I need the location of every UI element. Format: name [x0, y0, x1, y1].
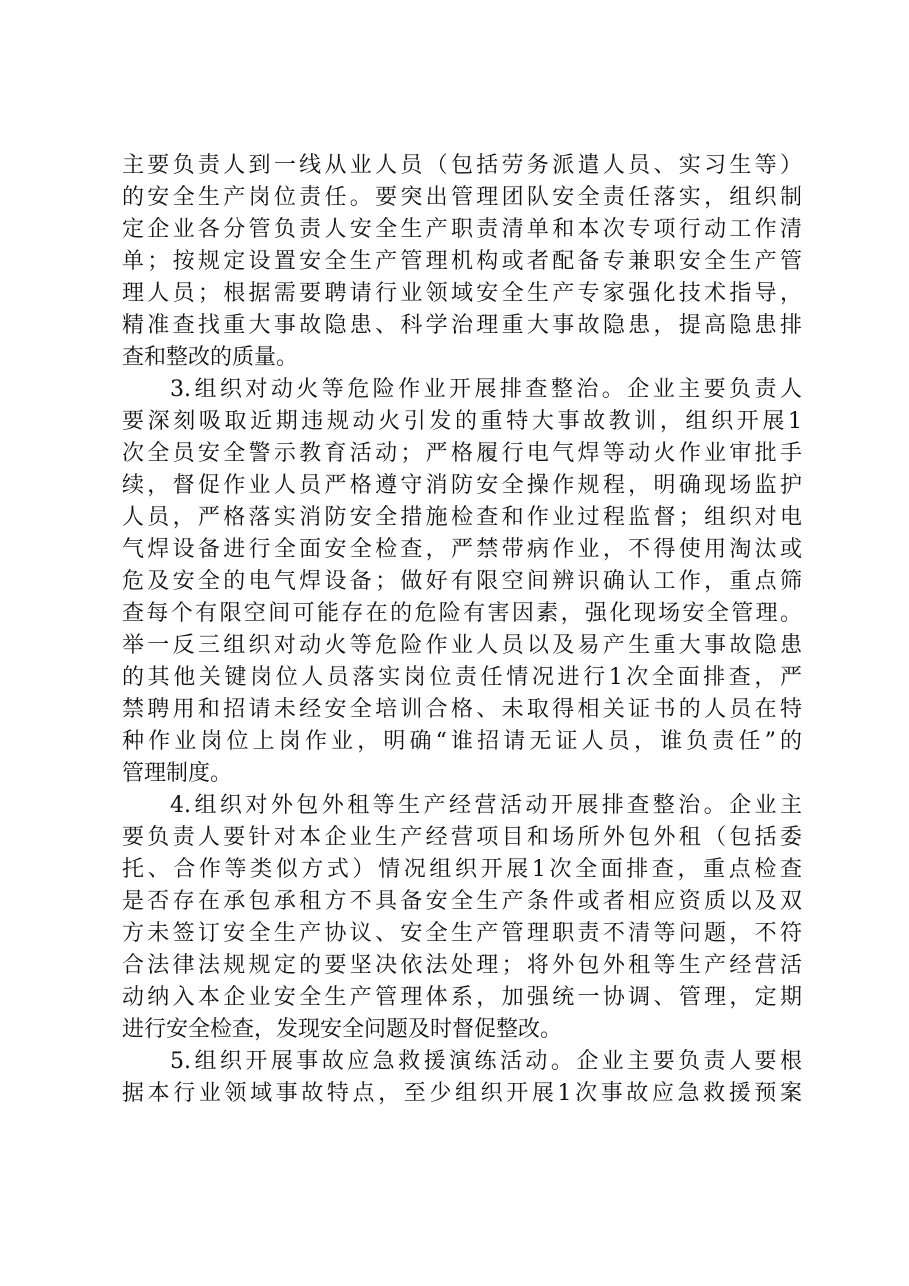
- text-line: 精准查找重大事故隐患、科学治理重大事故隐患，提高隐患排: [122, 313, 802, 338]
- text-line: 禁聘用和招请未经安全培训合格、未取得相关证书的人员在特: [122, 697, 802, 722]
- text-line: 单；按规定设置安全生产管理机构或者配备专兼职安全生产管: [122, 249, 802, 274]
- text-line: 主要负责人到一线从业人员（包括劳务派遣人员、实习生等）: [122, 153, 802, 178]
- text-line: 举一反三组织对动火等危险作业人员以及易产生重大事故隐患: [122, 633, 802, 658]
- text-line: 查每个有限空间可能存在的危险有害因素，强化现场安全管理。: [122, 601, 802, 626]
- text-line: 次全员安全警示教育活动；严格履行电气焊等动火作业审批手: [122, 441, 802, 466]
- text-line: 理人员；根据需要聘请行业领域安全生产专家强化技术指导，: [122, 281, 802, 306]
- text-line: 人员，严格落实消防安全措施检查和作业过程监督；组织对电: [122, 505, 802, 530]
- body-text: [122, 150, 802, 1110]
- text-line: 3.组织对动火等危险作业开展排查整治。企业主要负责人: [170, 377, 802, 402]
- text-line: 要深刻吸取近期违规动火引发的重特大事故教训，组织开展1: [122, 409, 802, 434]
- text-line: 查和整改的质量。: [122, 345, 299, 370]
- text-line: 合法律法规规定的要坚决依法处理；将外包外租等生产经营活: [122, 953, 802, 978]
- text-line: 动纳入本企业安全生产管理体系，加强统一协调、管理，定期: [122, 985, 802, 1010]
- text-line: 进行安全检查，发现安全问题及时督促整改。: [122, 1017, 563, 1042]
- text-line: 管理制度。: [122, 761, 233, 786]
- text-line: 种作业岗位上岗作业，明确“谁招请无证人员，谁负责任”的: [122, 729, 802, 754]
- text-line: 据本行业领域事故特点，至少组织开展1次事故应急救援预案: [122, 1081, 802, 1106]
- text-line: 危及安全的电气焊设备；做好有限空间辨识确认工作，重点筛: [122, 569, 802, 594]
- text-line: 定企业各分管负责人安全生产职责清单和本次专项行动工作清: [122, 217, 802, 242]
- text-line: 续，督促作业人员严格遵守消防安全操作规程，明确现场监护: [122, 473, 802, 498]
- text-line: 的安全生产岗位责任。要突出管理团队安全责任落实，组织制: [122, 185, 802, 210]
- text-line: 气焊设备进行全面安全检查，严禁带病作业，不得使用淘汰或: [122, 537, 802, 562]
- text-line: 的其他关键岗位人员落实岗位责任情况进行1次全面排查，严: [122, 665, 802, 690]
- text-line: 托、合作等类似方式）情况组织开展1次全面排查，重点检查: [122, 857, 802, 882]
- text-line: 要负责人要针对本企业生产经营项目和场所外包外租（包括委: [122, 825, 802, 850]
- text-line: 方未签订安全生产协议、安全生产管理职责不清等问题，不符: [122, 921, 802, 946]
- text-line: 是否存在承包承租方不具备安全生产条件或者相应资质以及双: [122, 889, 802, 914]
- text-line: 5.组织开展事故应急救援演练活动。企业主要负责人要根: [170, 1049, 802, 1074]
- text-line: 4.组织对外包外租等生产经营活动开展排查整治。企业主: [170, 793, 802, 818]
